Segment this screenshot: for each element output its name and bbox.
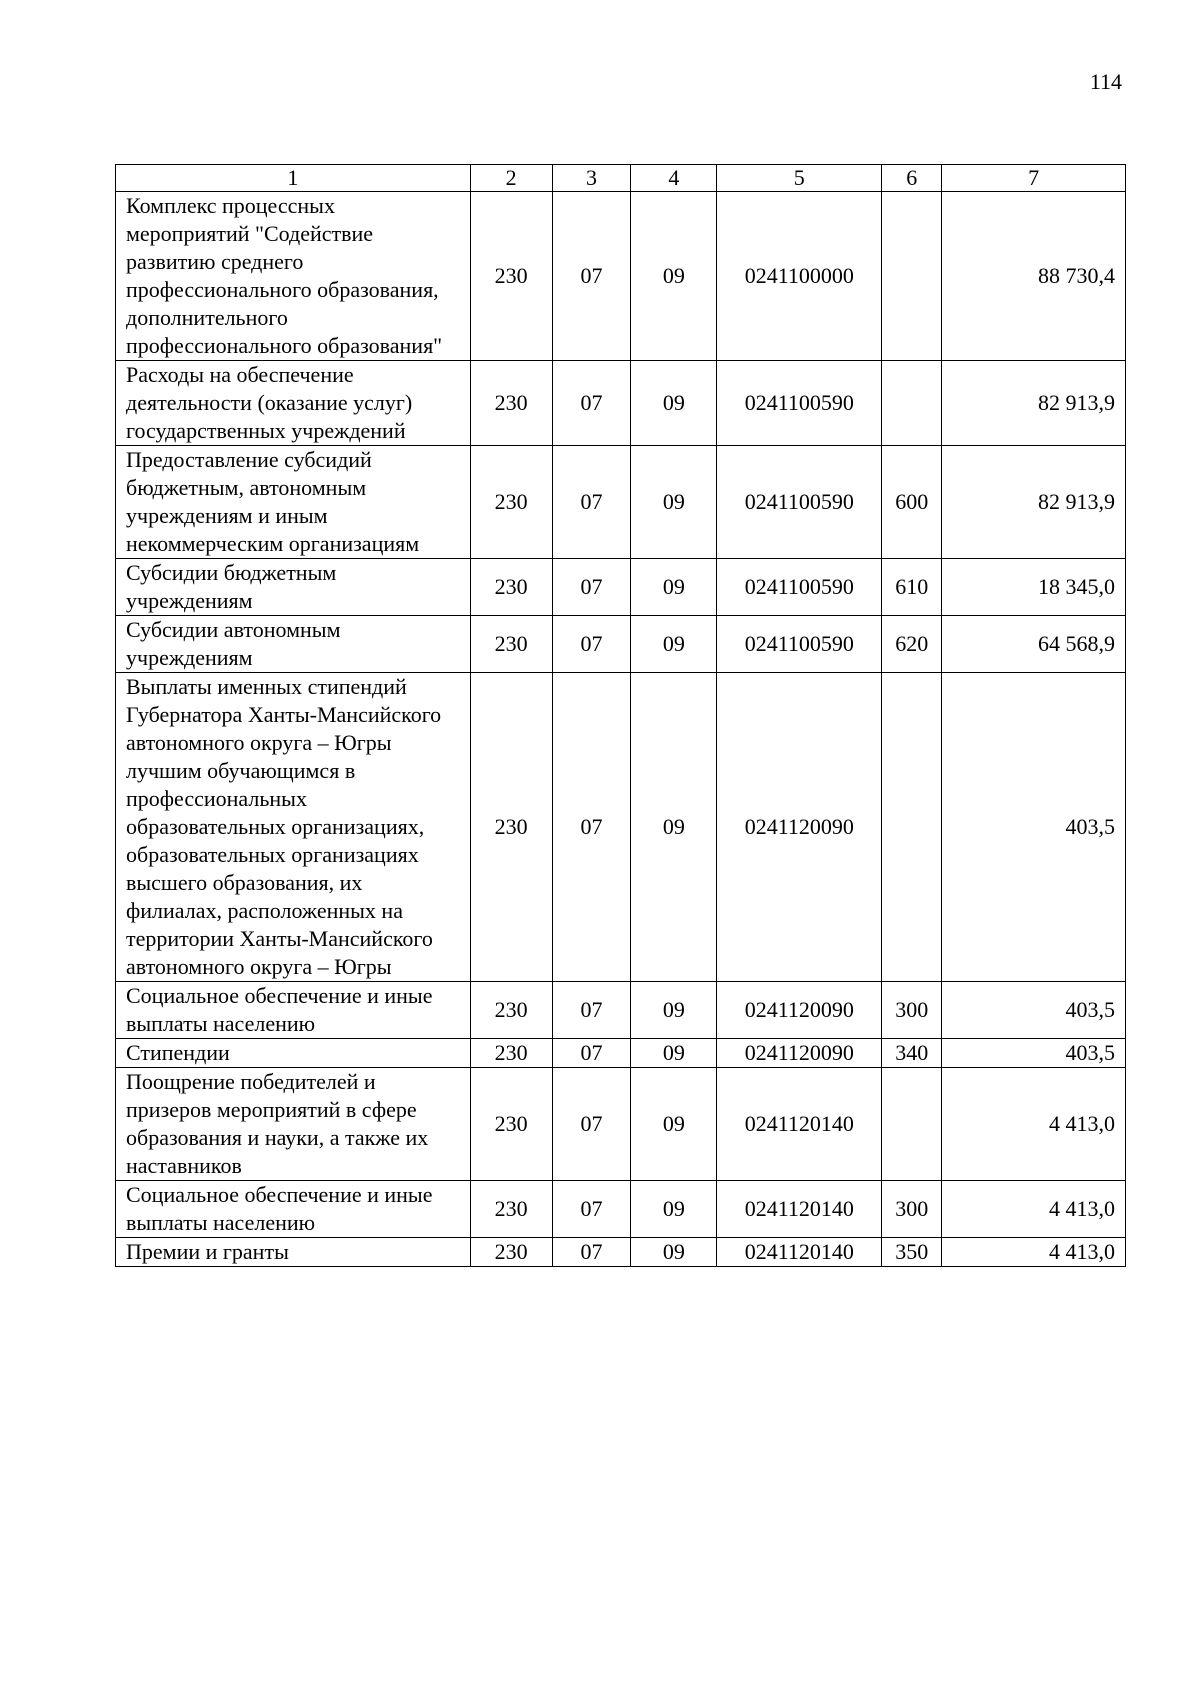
admin-code-cell: 230 bbox=[470, 982, 552, 1039]
expense-name-cell: Социальное обеспечение и иные выплаты населению bbox=[116, 982, 471, 1039]
header-cell: 3 bbox=[552, 165, 631, 192]
expense-type-cell bbox=[882, 361, 942, 446]
target-item-cell: 0241120090 bbox=[717, 982, 882, 1039]
amount-cell: 4 413,0 bbox=[942, 1068, 1126, 1181]
target-item-cell: 0241100590 bbox=[717, 559, 882, 616]
amount-cell: 88 730,4 bbox=[942, 192, 1126, 361]
admin-code-cell: 230 bbox=[470, 559, 552, 616]
section-code-cell: 07 bbox=[552, 1039, 631, 1068]
subsection-code-cell: 09 bbox=[631, 616, 717, 673]
admin-code-cell: 230 bbox=[470, 192, 552, 361]
amount-cell: 4 413,0 bbox=[942, 1181, 1126, 1238]
amount-cell: 82 913,9 bbox=[942, 446, 1126, 559]
table-row bbox=[116, 1181, 1126, 1238]
expense-type-cell: 600 bbox=[882, 446, 942, 559]
header-cell: 6 bbox=[882, 165, 942, 192]
admin-code-cell: 230 bbox=[470, 446, 552, 559]
expense-name-cell: Поощрение победителей и призеров мероприятий в сфере образования и науки, а также их наставников bbox=[116, 1068, 471, 1181]
header-cell: 4 bbox=[631, 165, 717, 192]
admin-code-cell: 230 bbox=[470, 1039, 552, 1068]
expense-type-cell: 610 bbox=[882, 559, 942, 616]
target-item-cell: 0241120140 bbox=[717, 1181, 882, 1238]
admin-code-cell: 230 bbox=[470, 616, 552, 673]
page-number: 114 bbox=[1089, 69, 1122, 94]
header-cell: 2 bbox=[470, 165, 552, 192]
target-item-cell: 0241100590 bbox=[717, 446, 882, 559]
section-code-cell: 07 bbox=[552, 673, 631, 982]
subsection-code-cell: 09 bbox=[631, 982, 717, 1039]
expense-type-cell: 300 bbox=[882, 982, 942, 1039]
expense-type-cell: 620 bbox=[882, 616, 942, 673]
subsection-code-cell: 09 bbox=[631, 559, 717, 616]
expense-name-cell: Выплаты именных стипендий Губернатора Ханты-Мансийского автономного округа – Югры лучшим обучающимся в профессиональных образовательных организациях, образовательных организациях высшего образования, их филиалах, расположенных на территории Ханты-Мансийского автономного округа – Югры bbox=[116, 673, 471, 982]
amount-cell: 403,5 bbox=[942, 982, 1126, 1039]
expense-name-cell: Премии и гранты bbox=[116, 1238, 471, 1267]
admin-code-cell: 230 bbox=[470, 361, 552, 446]
table-row bbox=[116, 616, 1126, 673]
table-row bbox=[116, 1039, 1126, 1068]
table-row bbox=[116, 673, 1126, 982]
target-item-cell: 0241100000 bbox=[717, 192, 882, 361]
section-code-cell: 07 bbox=[552, 559, 631, 616]
amount-cell: 82 913,9 bbox=[942, 361, 1126, 446]
section-code-cell: 07 bbox=[552, 192, 631, 361]
amount-cell: 403,5 bbox=[942, 1039, 1126, 1068]
target-item-cell: 0241100590 bbox=[717, 616, 882, 673]
section-code-cell: 07 bbox=[552, 446, 631, 559]
subsection-code-cell: 09 bbox=[631, 1181, 717, 1238]
subsection-code-cell: 09 bbox=[631, 1068, 717, 1181]
budget-table bbox=[115, 164, 1126, 1267]
section-code-cell: 07 bbox=[552, 1181, 631, 1238]
table-row bbox=[116, 1238, 1126, 1267]
admin-code-cell: 230 bbox=[470, 673, 552, 982]
header-cell: 5 bbox=[717, 165, 882, 192]
expense-name-cell: Предоставление субсидий бюджетным, автономным учреждениям и иным некоммерческим организациям bbox=[116, 446, 471, 559]
subsection-code-cell: 09 bbox=[631, 192, 717, 361]
expense-name-cell: Субсидии автономным учреждениям bbox=[116, 616, 471, 673]
amount-cell: 18 345,0 bbox=[942, 559, 1126, 616]
admin-code-cell: 230 bbox=[470, 1238, 552, 1267]
table-row bbox=[116, 559, 1126, 616]
section-code-cell: 07 bbox=[552, 1238, 631, 1267]
section-code-cell: 07 bbox=[552, 616, 631, 673]
expense-type-cell bbox=[882, 1068, 942, 1181]
expense-name-cell: Комплекс процессных мероприятий "Содействие развитию среднего профессионального образования, дополнительного профессионального образования" bbox=[116, 192, 471, 361]
subsection-code-cell: 09 bbox=[631, 446, 717, 559]
expense-name-cell: Субсидии бюджетным учреждениям bbox=[116, 559, 471, 616]
table-row bbox=[116, 361, 1126, 446]
amount-cell: 403,5 bbox=[942, 673, 1126, 982]
expense-type-cell: 300 bbox=[882, 1181, 942, 1238]
table-row bbox=[116, 982, 1126, 1039]
section-code-cell: 07 bbox=[552, 982, 631, 1039]
expense-name-cell: Социальное обеспечение и иные выплаты населению bbox=[116, 1181, 471, 1238]
table-header bbox=[116, 165, 1126, 192]
admin-code-cell: 230 bbox=[470, 1068, 552, 1181]
header-cell: 7 bbox=[942, 165, 1126, 192]
target-item-cell: 0241120140 bbox=[717, 1238, 882, 1267]
header-row bbox=[116, 165, 1126, 192]
subsection-code-cell: 09 bbox=[631, 361, 717, 446]
header-cell: 1 bbox=[116, 165, 471, 192]
expense-type-cell: 340 bbox=[882, 1039, 942, 1068]
expense-name-cell: Расходы на обеспечение деятельности (оказание услуг) государственных учреждений bbox=[116, 361, 471, 446]
section-code-cell: 07 bbox=[552, 1068, 631, 1181]
subsection-code-cell: 09 bbox=[631, 673, 717, 982]
subsection-code-cell: 09 bbox=[631, 1039, 717, 1068]
target-item-cell: 0241120090 bbox=[717, 1039, 882, 1068]
expense-type-cell bbox=[882, 192, 942, 361]
amount-cell: 64 568,9 bbox=[942, 616, 1126, 673]
admin-code-cell: 230 bbox=[470, 1181, 552, 1238]
subsection-code-cell: 09 bbox=[631, 1238, 717, 1267]
expense-type-cell: 350 bbox=[882, 1238, 942, 1267]
table-row bbox=[116, 192, 1126, 361]
expense-name-cell: Стипендии bbox=[116, 1039, 471, 1068]
section-code-cell: 07 bbox=[552, 361, 631, 446]
amount-cell: 4 413,0 bbox=[942, 1238, 1126, 1267]
expense-type-cell bbox=[882, 673, 942, 982]
table-row bbox=[116, 1068, 1126, 1181]
table-body bbox=[116, 192, 1126, 1267]
table-row bbox=[116, 446, 1126, 559]
target-item-cell: 0241100590 bbox=[717, 361, 882, 446]
target-item-cell: 0241120090 bbox=[717, 673, 882, 982]
target-item-cell: 0241120140 bbox=[717, 1068, 882, 1181]
